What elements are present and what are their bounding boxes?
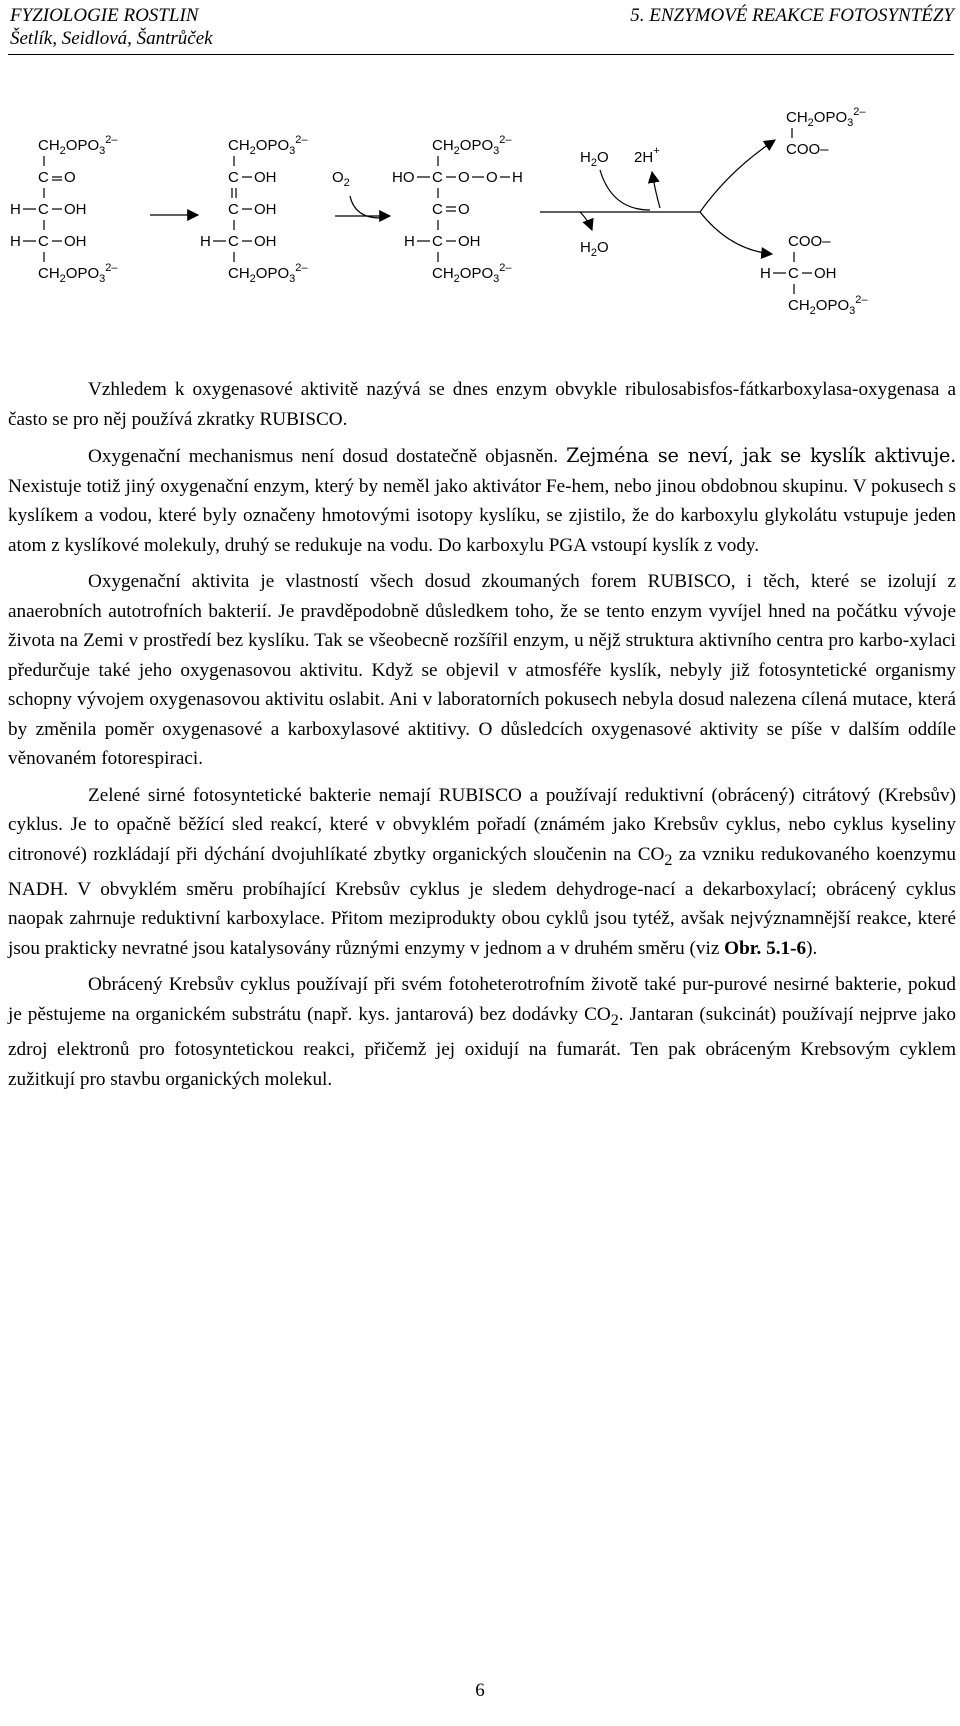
chem-label: $CH_2OPO_3^{2-}$ bbox=[228, 262, 308, 285]
chem-label: C bbox=[432, 169, 443, 186]
reaction-scheme bbox=[0, 100, 960, 360]
molecule-peroxide-intermediate bbox=[392, 134, 523, 285]
chem-label: O bbox=[458, 169, 470, 186]
text-span: ). bbox=[806, 937, 818, 959]
chem-label: H bbox=[200, 233, 211, 250]
chem-label: OH bbox=[254, 169, 277, 186]
chem-label: C bbox=[38, 169, 49, 186]
paragraph-rubisco-name: Vzhledem k oxygenasové aktivitě nazývá se dnes enzym obvykle ribulosabisfos-fátkarboxylasa-oxygenasa a často se pro něj používá zkratky RUBISCO. bbox=[8, 379, 956, 430]
chem-label: $CH_2OPO_3^{2-}$ bbox=[38, 134, 118, 157]
chem-label: C bbox=[432, 233, 443, 250]
chem-label: C bbox=[228, 233, 239, 250]
running-header-authors: Šetlík, Seidlová, Šantrůček bbox=[10, 28, 213, 49]
figure-reference[interactable]: Obr. 5.1-6 bbox=[724, 937, 807, 959]
text-span: Oxygenační mechanismus není dosud dostatečně objasněn. bbox=[88, 446, 567, 467]
molecule-phosphoglycolate bbox=[786, 106, 866, 158]
text-span: za vzniku redukovaného koenzymu NADH. V obvyklém směru probíhající Krebsův cyklus je sledem dehydroge-nací a dekarboxylací; obrácený cyklus naopak zahrnuje reduktivní karboxylace. Přitom meziprodukty obou cyklů jsou tytéž, avšak nejvýznamnější reakce, které jsou prakticky nevratné jsou katalysovány různými enzymy v jednom a v druhém směru (viz bbox=[8, 843, 956, 959]
chem-label: O bbox=[486, 169, 498, 186]
chem-label: C bbox=[38, 233, 49, 250]
chem-label: $CH_2OPO_3^{2-}$ bbox=[432, 134, 512, 157]
chem-label: C bbox=[228, 201, 239, 218]
text-span: Zejména se neví, jak se kyslík aktivuje. bbox=[566, 444, 956, 467]
chem-label: $CH_2OPO_3^{2-}$ bbox=[38, 262, 118, 285]
chem-label: H bbox=[512, 169, 523, 186]
text-span: . Jantaran (sukcinát) používají nejprve jako zdroj elektronů pro fotosyntetickou reakci, přičemž jej oxidují na fumarát. Ten pak obráceným Krebsovým cyklem zužitkují pro stavbu organických molekul. bbox=[8, 1003, 956, 1090]
chem-label: H bbox=[10, 201, 21, 218]
chem-label: OH bbox=[254, 201, 277, 218]
chem-label: $CH_2OPO_3^{2-}$ bbox=[228, 134, 308, 157]
chem-label: H bbox=[10, 233, 21, 250]
paragraph-reverse-krebs bbox=[8, 781, 956, 964]
paragraph-oxygenation-mechanism bbox=[8, 441, 956, 560]
chem-label: OH bbox=[64, 233, 87, 250]
chem-label: O bbox=[64, 169, 76, 186]
chem-label: $H_2O$ bbox=[580, 149, 609, 169]
chem-label: C bbox=[788, 265, 799, 282]
chem-label: $H_2O$ bbox=[580, 239, 609, 259]
water-release-arrow bbox=[580, 212, 592, 230]
subscript: 2 bbox=[664, 851, 673, 869]
chem-label: O bbox=[458, 201, 470, 218]
chem-label: OH bbox=[64, 201, 87, 218]
body-text bbox=[8, 375, 956, 1101]
chem-label: $CH_2OPO_3^{2-}$ bbox=[786, 106, 866, 129]
text-span: V pokusech s kyslíkem a vodou, které byly označeny hmotovými isotopy kyslíku, se zjistilo, že do karboxylu glykolátu vstupuje jeden atom z kyslíkové molekuly, druhý se redukuje na vodu. Do karboxylu PGA vstoupí kyslík z vody. bbox=[8, 475, 956, 556]
chem-label: $O_2$ bbox=[332, 169, 350, 189]
proton-release-arrow bbox=[652, 172, 660, 208]
chem-label: HO bbox=[392, 169, 415, 186]
chem-label: OH bbox=[458, 233, 481, 250]
page-number: 6 bbox=[475, 1680, 485, 1701]
chem-label: COO– bbox=[786, 141, 829, 158]
chem-label: COO– bbox=[788, 233, 831, 250]
paragraph-oxygenase-activity: Oxygenační aktivita je vlastností všech dosud zkoumaných forem RUBISCO, i těch, které se izolují z anaerobních autotrofních bakterií. Je pravděpodobně důsledkem toho, že se tento enzym vyvíjel hned na počátku vývoje života na Zemi v prostředí bez kyslíku. Tak se všeobecně rozšířil enzym, u nějž struktura aktivního centra pro karbo-xylaci předurčuje také jeho oxygenasovou aktivitu. Když se objevil v atmosféře kyslík, nebyly již fotosyntetické organismy schopny vývojem oxygenasovou aktivitu oslabit. Ani v laboratorních pokusech nebyla dosud nalezena cílená mutace, která by změnila poměr oxygenasové a karboxylasové aktitivy. O důsledcích oxygenasové aktivity se píše v dalším oddíle věnovaném fotorespiraci. bbox=[8, 571, 956, 769]
molecule-rubp bbox=[10, 134, 118, 285]
chem-label: $CH_2OPO_3^{2-}$ bbox=[788, 294, 868, 317]
water-uptake-arrow bbox=[600, 170, 650, 210]
running-header-right: 5. ENZYMOVÉ REAKCE FOTOSYNTÉZY bbox=[630, 5, 954, 26]
oxygen-uptake-arrow bbox=[350, 196, 380, 218]
chem-label: C bbox=[432, 201, 443, 218]
chem-label: H bbox=[404, 233, 415, 250]
chem-label: OH bbox=[254, 233, 277, 250]
chem-label: H bbox=[760, 265, 771, 282]
chem-label: OH bbox=[814, 265, 837, 282]
text-span: Zelené sirné fotosyntetické bakterie nemají RUBISCO a používají reduktivní (obrácený) citrátový (Krebsův) cyklus. Je to opačně běžící sled reakcí, které v obvyklém pořadí (známém jako Krebsův cyklus, nebo cyklus kyseliny citronové) rozkládají při dýchání dvojuhlíkaté zbytky organických sloučenin na CO bbox=[8, 784, 956, 865]
molecule-3-phosphoglycerate bbox=[760, 233, 868, 317]
subscript: 2 bbox=[610, 1011, 619, 1029]
running-header-left: FYZIOLOGIE ROSTLIN bbox=[10, 5, 199, 26]
text-span: Nexistuje totiž jiný oxygenační enzym, který by neměl jako aktivátor Fe-hem, nebo jinou obdobnou skupinu. bbox=[8, 475, 853, 497]
chem-label: $CH_2OPO_3^{2-}$ bbox=[432, 262, 512, 285]
chem-label: 2H+ bbox=[634, 145, 660, 166]
molecule-enediol bbox=[200, 134, 308, 285]
branch-arrow-upper bbox=[700, 140, 775, 212]
chem-label: C bbox=[228, 169, 239, 186]
chem-label: C bbox=[38, 201, 49, 218]
header-rule bbox=[8, 54, 954, 55]
text-span: Obrácený Krebsův cyklus používají při svém fotoheterotrofním životě také pur-purové nesirné bakterie, pokud je pěstujeme na organickém substrátu (např. kys. jantarová) bez dodávky CO bbox=[8, 974, 956, 1025]
branch-arrow-lower bbox=[700, 212, 772, 254]
paragraph-purple-bacteria bbox=[8, 970, 956, 1094]
